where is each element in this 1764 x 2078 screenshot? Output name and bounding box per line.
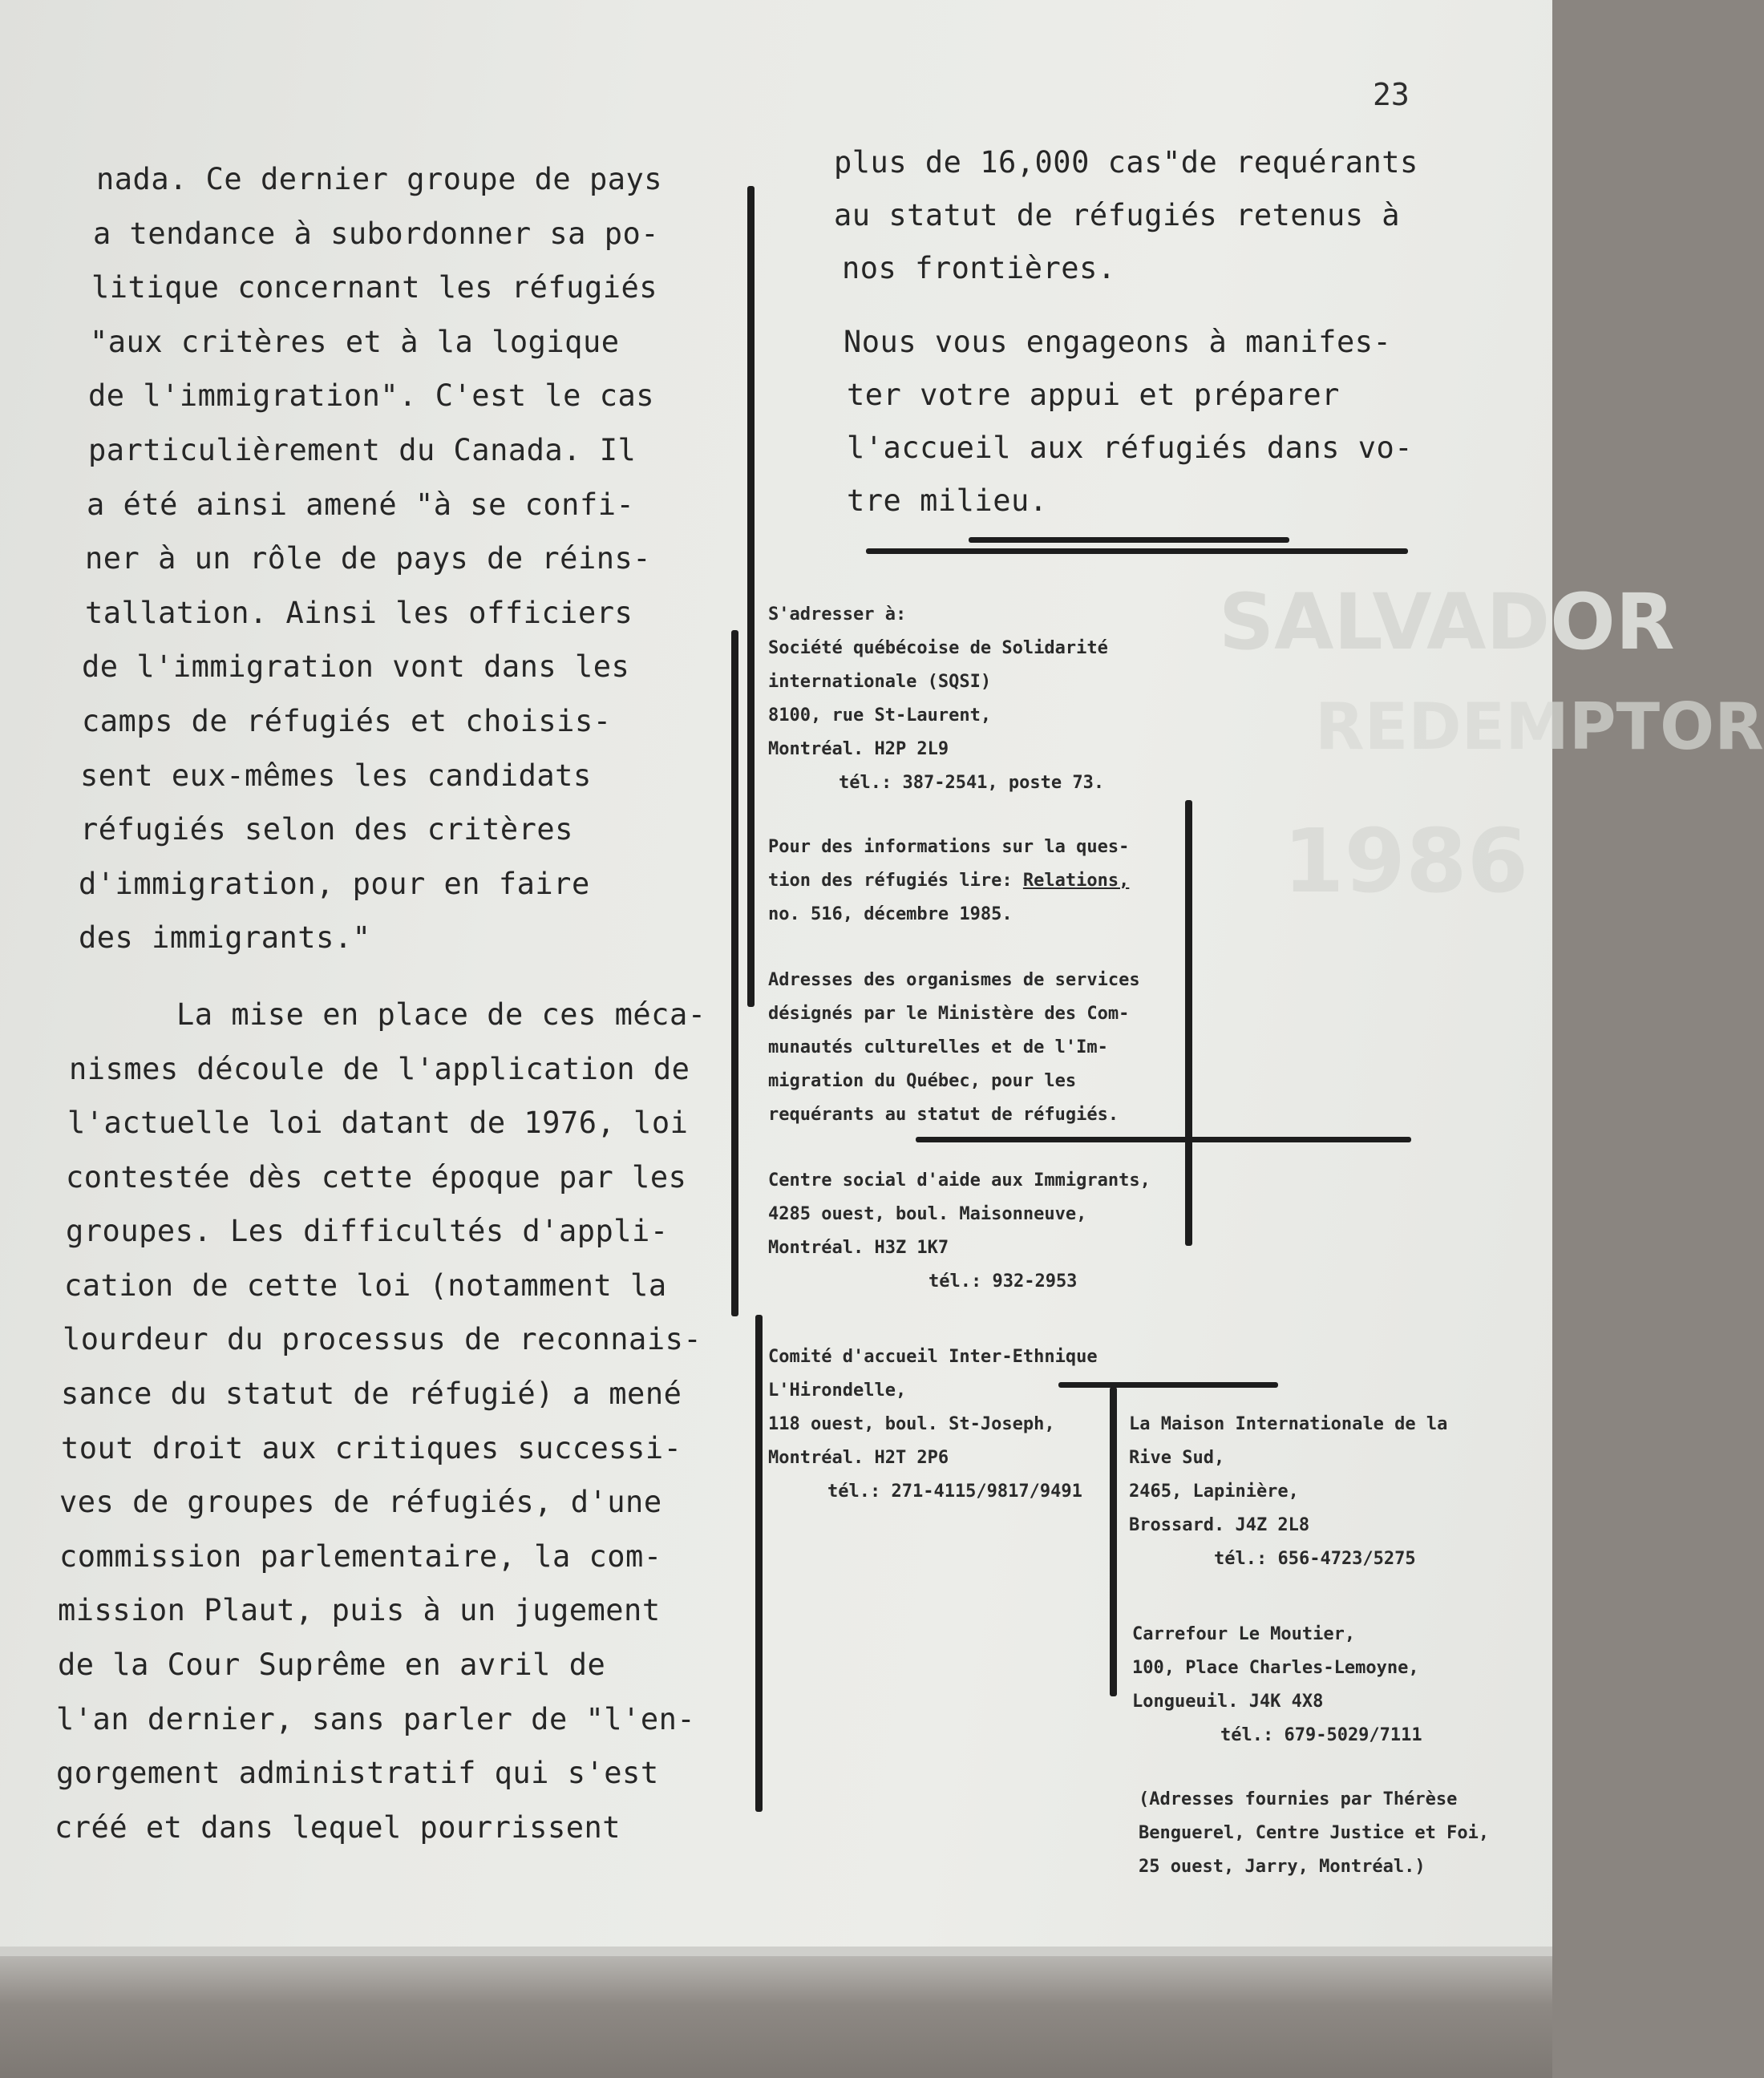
text-line: plus de 16,000 cas"de requérants (834, 145, 1418, 180)
address-line: Brossard. J4Z 2L8 (1129, 1515, 1310, 1535)
column-rule-main (747, 186, 755, 1007)
telephone: tél.: 656-4723/5275 (1214, 1549, 1416, 1569)
address-line: Société québécoise de Solidarité (768, 638, 1108, 658)
left-column (48, 152, 738, 1854)
address-line: L'Hirondelle, (768, 1381, 907, 1401)
address-line: S'adresser à: (768, 604, 907, 625)
credits-line: (Adresses fournies par Thérèse (1139, 1789, 1458, 1809)
address-line: 118 ouest, boul. St-Joseph, (768, 1414, 1055, 1434)
end-rule-long (866, 548, 1408, 554)
text-line: créé et dans lequel pourrissent (55, 1809, 621, 1845)
info-line (768, 864, 1129, 898)
info-line: Pour des informations sur la ques- (768, 837, 1130, 857)
text-line: de la Cour Suprême en avril de (58, 1647, 606, 1683)
hirondelle-block (768, 1340, 1098, 1509)
text-line: cation de cette loi (notamment la (64, 1267, 667, 1303)
text-line: ves de groupes de réfugiés, d'une (59, 1485, 662, 1520)
table-surface (0, 1956, 1552, 2078)
column-rule-lower (731, 630, 738, 1316)
text-line: sent eux-mêmes les candidats (80, 758, 592, 793)
text-line: gorgement administratif qui s'est (56, 1756, 659, 1791)
maison-internationale-block (1129, 1408, 1447, 1576)
address-line: 8100, rue St-Laurent, (768, 705, 992, 726)
right-column-top (834, 136, 1523, 528)
relations-reference: Relations, (1022, 871, 1130, 891)
page-number: 23 (1373, 77, 1410, 112)
text-line: d'immigration, pour en faire (79, 866, 590, 901)
address-line: Comité d'accueil Inter-Ethnique (768, 1347, 1098, 1367)
text-line: sance du statut de réfugié) a mené (61, 1377, 682, 1412)
text-line: des immigrants." (79, 920, 371, 956)
organismes-line: désignés par le Ministère des Com- (768, 1004, 1130, 1024)
telephone: tél.: 932-2953 (929, 1271, 1078, 1292)
text-line: "aux critères et à la logique (90, 324, 620, 359)
address-line: Rive Sud, (1129, 1448, 1225, 1468)
box-rule-maison-left (1110, 1387, 1117, 1696)
info-line: no. 516, décembre 1985. (768, 904, 1013, 924)
text-line: a été ainsi amené "à se confi- (87, 487, 635, 522)
centre-social-block (768, 1164, 1151, 1299)
telephone: tél.: 679-5029/7111 (1220, 1725, 1422, 1745)
text-line: réfugiés selon des critères (80, 812, 573, 847)
text-line: de l'immigration vont dans les (82, 649, 630, 685)
right-paragraph-2 (834, 316, 1523, 528)
text-line: Nous vous engageons à manifes- (844, 325, 1392, 359)
text-line: nos frontières. (842, 251, 1116, 285)
box-rule-centre (916, 1137, 1411, 1142)
address-line: 4285 ouest, boul. Maisonneuve, (768, 1204, 1087, 1224)
credits-line: Benguerel, Centre Justice et Foi, (1139, 1823, 1490, 1843)
box-rule-info (1185, 800, 1192, 1246)
show-through-word-1: SALVADOR (1219, 577, 1675, 667)
column-rule-bottom (755, 1315, 763, 1812)
text-line: groupes. Les difficultés d'appli- (66, 1214, 669, 1249)
telephone: tél.: 271-4115/9817/9491 (827, 1482, 1082, 1502)
info-line-text: tion des réfugiés lire: (768, 871, 1013, 891)
organismes-block (768, 964, 1140, 1132)
text-line: l'actuelle loi datant de 1976, loi (67, 1106, 689, 1141)
text-line: au statut de réfugiés retenus à (834, 198, 1401, 232)
organismes-line: requérants au statut de réfugiés. (768, 1105, 1119, 1125)
address-line: Montréal. H2T 2P6 (768, 1448, 949, 1468)
credits-block (1139, 1783, 1489, 1884)
credits-line: 25 ouest, Jarry, Montréal.) (1139, 1857, 1426, 1877)
text-line: litique concernant les réfugiés (91, 270, 658, 305)
address-line: Longueuil. J4K 4X8 (1132, 1692, 1324, 1712)
right-paragraph-1 (834, 136, 1523, 295)
text-line: l'an dernier, sans parler de "l'en- (56, 1701, 696, 1736)
text-line: nada. Ce dernier groupe de pays (96, 162, 663, 196)
info-block (768, 831, 1129, 932)
text-line: ter votre appui et préparer (847, 378, 1340, 412)
show-through-word-3: 1986 (1283, 810, 1529, 912)
text-line: camps de réfugiés et choisis- (82, 703, 612, 738)
address-line: Carrefour Le Moutier, (1132, 1624, 1356, 1644)
text-line: de l'immigration". C'est le cas (88, 378, 655, 414)
left-paragraph-2 (48, 988, 738, 1855)
address-line: Montréal. H3Z 1K7 (768, 1238, 949, 1258)
organismes-line: Adresses des organismes de services (768, 970, 1140, 990)
show-through-word-2: REDEMPTOR (1315, 689, 1764, 764)
address-line: Montréal. H2P 2L9 (768, 739, 949, 759)
text-line: tallation. Ainsi les officiers (85, 595, 633, 630)
carrefour-block (1132, 1618, 1422, 1753)
address-line: internationale (SQSI) (768, 672, 992, 692)
telephone: tél.: 387-2541, poste 73. (839, 773, 1105, 793)
address-line: Centre social d'aide aux Immigrants, (768, 1170, 1151, 1191)
address-line: La Maison Internationale de la (1129, 1414, 1448, 1434)
organismes-line: migration du Québec, pour les (768, 1071, 1077, 1091)
text-line: ner à un rôle de pays de réins- (85, 541, 652, 576)
paragraph-gap (48, 965, 738, 988)
end-rule-short (969, 537, 1289, 543)
text-line: contestée dès cette époque par les (66, 1159, 687, 1195)
text-line: La mise en place de ces méca- (176, 997, 706, 1032)
text-line: tre milieu. (847, 483, 1048, 518)
text-line: commission parlementaire, la com- (59, 1538, 662, 1574)
text-line: l'accueil aux réfugiés dans vo- (847, 431, 1414, 465)
organismes-line: munautés culturelles et de l'Im- (768, 1037, 1108, 1057)
sqsi-address-block (768, 598, 1108, 800)
address-line: 100, Place Charles-Lemoyne, (1132, 1658, 1419, 1678)
text-line: lourdeur du processus de reconnais- (63, 1322, 702, 1357)
paragraph-gap (834, 295, 1523, 316)
address-line: 2465, Lapinière, (1129, 1482, 1299, 1502)
left-paragraph-1 (48, 152, 738, 965)
text-line: nismes découle de l'application de (69, 1051, 690, 1086)
text-line: particulièrement du Canada. Il (88, 432, 637, 467)
text-line: mission Plaut, puis à un jugement (58, 1593, 661, 1628)
text-line: a tendance à subordonner sa po- (93, 216, 660, 251)
text-line: tout droit aux critiques successi- (61, 1430, 682, 1466)
